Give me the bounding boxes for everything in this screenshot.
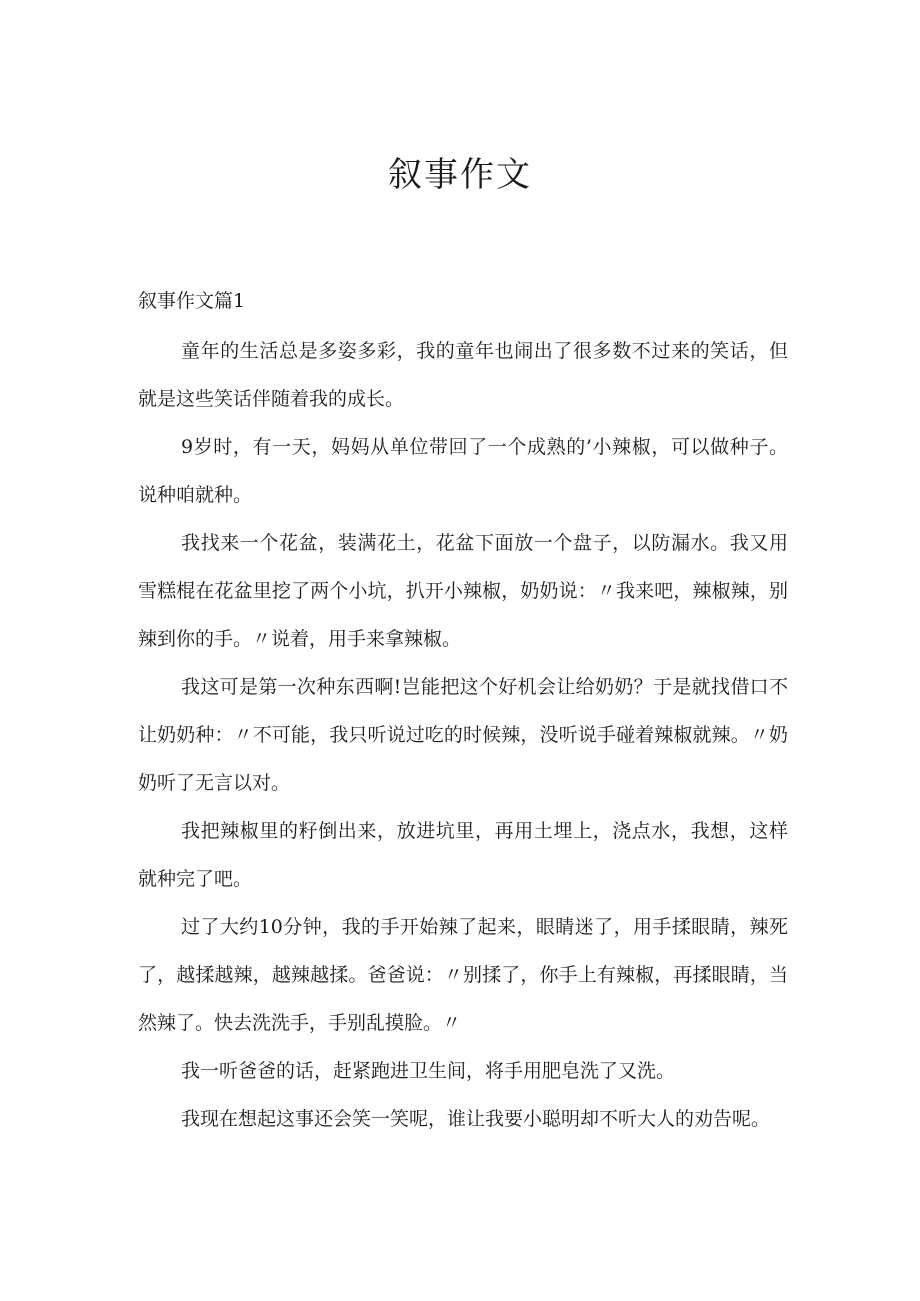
paragraph-6: 过了大约10分钟，我的手开始辣了起来，眼睛迷了，用手揉眼睛，辣死了，越揉越辣，越辣越揉。爸爸说：〃别揉了，你手上有辣椒，再揉眼睛，当然辣了。快去洗洗手，手别乱摸脸。〃 (138, 916, 788, 1034)
paragraph-3: 我找来一个花盆，装满花土，花盆下面放一个盘子，以防漏水。我又用雪糕棍在花盆里挖了两个小坑，扒开小辣椒，奶奶说：〃我来吧，辣椒辣，别辣到你的手。〃说着，用手来拿辣椒。 (138, 532, 788, 650)
paragraph-2: 9岁时，有一天，妈妈从单位带回了一个成熟的’小辣椒，可以做种子。说种咱就种。 (138, 436, 788, 506)
paragraph-4: 我这可是第一次种东西啊!岂能把这个好机会让给奶奶？于是就找借口不让奶奶种：〃不可能，我只听说过吃的时候辣，没听说手碰着辣椒就辣。〃奶奶听了无言以对。 (138, 676, 788, 794)
paragraph-7: 我一听爸爸的话，赶紧跑进卫生间，将手用肥皂洗了又洗。 (181, 1060, 676, 1082)
paragraph-5: 我把辣椒里的籽倒出来，放进坑里，再用土埋上，浇点水，我想，这样就种完了吧。 (138, 820, 788, 890)
paragraph-1: 童年的生活总是多姿多彩，我的童年也闹出了很多数不过来的笑话，但就是这些笑话伴随着我的成长。 (138, 340, 788, 410)
document-title: 叙事作文 (388, 155, 532, 195)
document-body (138, 282, 788, 1143)
paragraph-8: 我现在想起这事还会笑一笑呢，谁让我要小聪明却不听大人的劝告呢。 (181, 1108, 771, 1130)
section-heading: 叙事作文篇1 (138, 290, 246, 312)
